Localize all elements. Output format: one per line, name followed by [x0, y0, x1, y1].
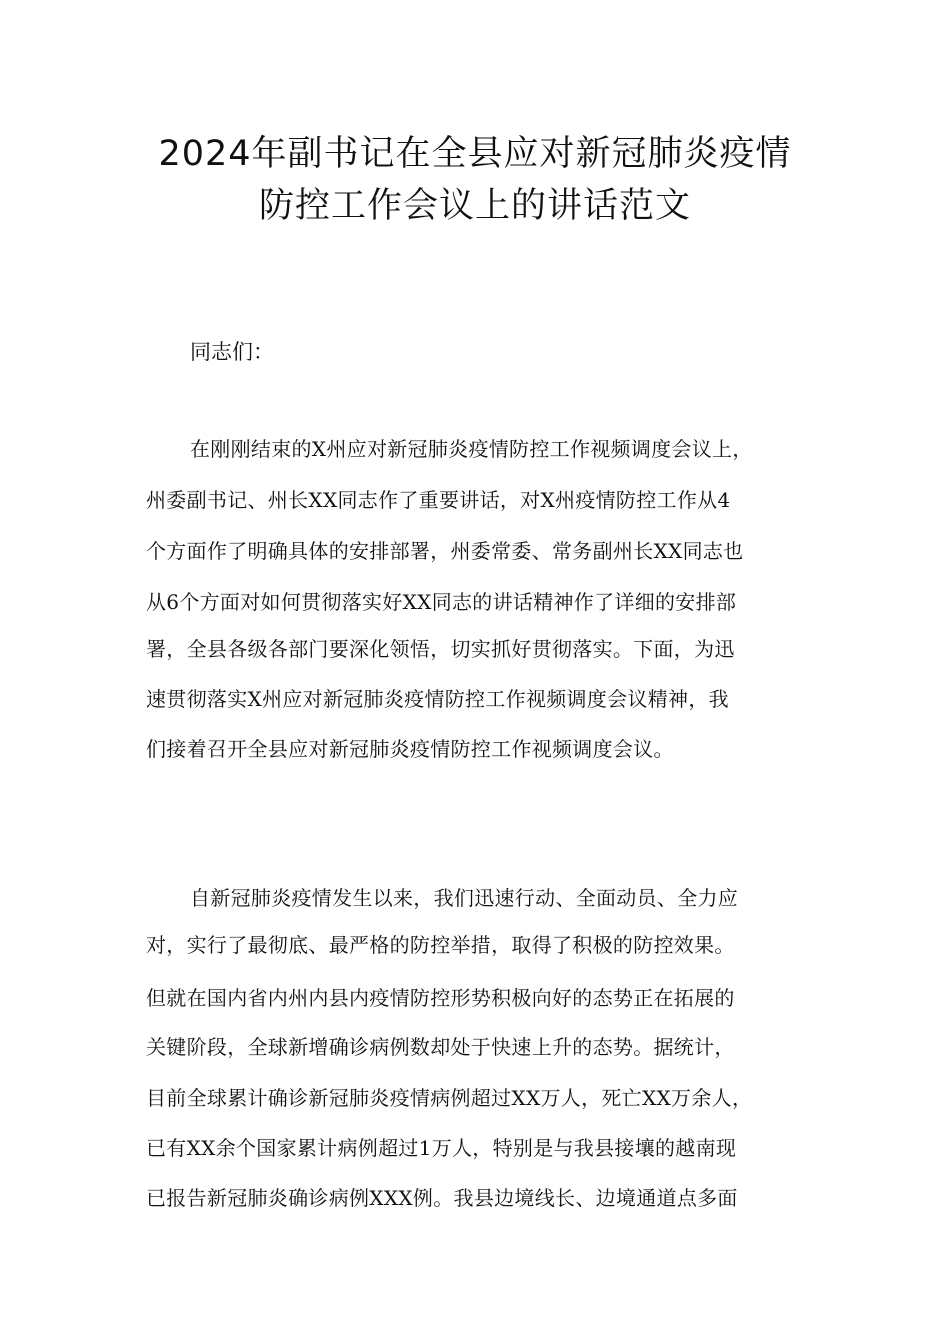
paragraph-line: 自新冠肺炎疫情发生以来，我们迅速行动、全面动员、全力应 [190, 886, 739, 910]
paragraph-line: 个方面作了明确具体的安排部署，州委常委、常务副州长XX同志也 [146, 539, 744, 563]
paragraph-line: 署，全县各级各部门要深化领悟，切实抓好贯彻落实。下面，为迅 [146, 637, 735, 661]
paragraph-line: 已有XX余个国家累计病例超过1万人，特别是与我县接壤的越南现 [146, 1136, 737, 1160]
paragraph-line: 关键阶段，全球新增确诊病例数却处于快速上升的态势。据统计， [146, 1035, 735, 1059]
paragraph-line: 目前全球累计确诊新冠肺炎疫情病例超过XX万人，死亡XX万余人， [146, 1086, 753, 1110]
paragraph-line: 州委副书记、州长XX同志作了重要讲话，对X州疫情防控工作从4 [146, 488, 731, 512]
paragraph-line: 对，实行了最彻底、最严格的防控举措，取得了积极的防控效果。 [146, 933, 735, 957]
paragraph-line: 已报告新冠肺炎确诊病例XXX例。我县边境线长、边境通道点多面 [146, 1186, 738, 1210]
paragraph-line: 但就在国内省内州内县内疫情防控形势积极向好的态势正在拓展的 [146, 986, 735, 1010]
salutation: 同志们： [190, 340, 274, 364]
paragraph-line: 速贯彻落实X州应对新冠肺炎疫情防控工作视频调度会议精神，我 [146, 687, 729, 711]
paragraph-line: 从6个方面对如何贯彻落实好XX同志的讲话精神作了详细的安排部 [146, 590, 737, 614]
document-title-line-2: 防控工作会议上的讲话范文 [258, 186, 691, 226]
paragraph-line: 们接着召开全县应对新冠肺炎疫情防控工作视频调度会议。 [146, 737, 674, 761]
document-title-line-1: 2024年副书记在全县应对新冠肺炎疫情 [158, 134, 792, 174]
paragraph-line: 在刚刚结束的X州应对新冠肺炎疫情防控工作视频调度会议上， [190, 437, 753, 461]
